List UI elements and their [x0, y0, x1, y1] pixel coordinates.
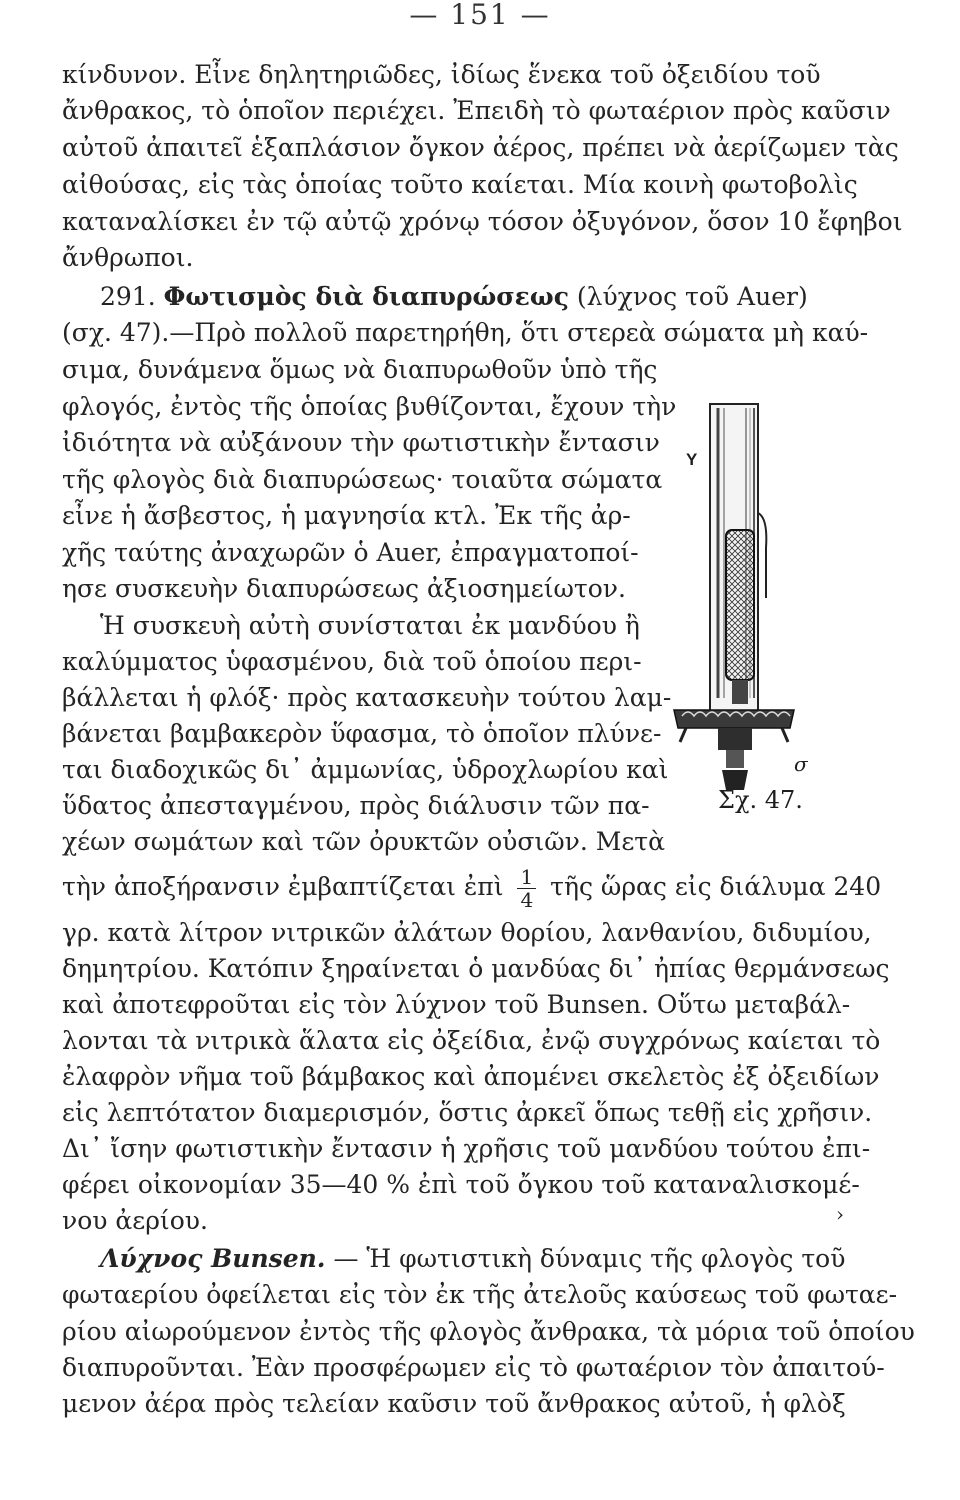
text-line: αἰθούσας, εἰς τὰς ὁποίας τοῦτο καίεται. Μία κοινὴ φωτοβολὶς: [62, 170, 858, 199]
text-line: — Ἡ φωτιστικὴ δύναμις τῆς φλογὸς τοῦ: [333, 1244, 846, 1273]
text-line: νου ἀερίου.: [62, 1206, 208, 1235]
text-line: φωταερίου ὀφείλεται εἰς τὸν ἐκ τῆς ἀτελοῦς καύσεως τοῦ φωταε-: [62, 1280, 898, 1309]
text-line: λονται τὰ νιτρικὰ ἅλατα εἰς ὀξείδια, ἐνῷ συγχρόνως καίεται τὸ: [62, 1026, 881, 1055]
text-line: μενον ἀέρα πρὸς τελείαν καῦσιν τοῦ ἄνθρακος αὐτοῦ, ἡ φλὸξ: [62, 1389, 846, 1418]
support-rod: [758, 513, 766, 598]
text-line: ἐλαφρὸν νῆμα τοῦ βάμβακος καὶ ἀπομένει σκελετὸς ἐξ ὀξειδίων: [62, 1062, 880, 1091]
text-line: σιμα, δυνάμενα ὅμως νὰ διαπυρωθοῦν ὑπὸ τῆς: [62, 355, 658, 384]
section-heading: [100, 282, 808, 312]
text-line: χέων σωμάτων καὶ τῶν ὀρυκτῶν οὐσιῶν. Μετὰ: [62, 827, 665, 856]
text-line: δημητρίου. Κατόπιν ξηραίνεται ὁ μανδύας δι᾽ ἠπίας θερμάνσεως: [62, 954, 890, 983]
fraction-line-after: τῆς ὥρας εἰς διάλυμα 240: [550, 872, 882, 901]
text-line: φλογός, ἐντὸς τῆς ὁποίας βυθίζονται, ἔχουν τὴν: [62, 392, 677, 421]
text-line: διαπυροῦνται. Ἐὰν προσφέρωμεν εἰς τὸ φωταέριον τὸν ἀπαιτού-: [62, 1353, 885, 1382]
section-subtitle: (λύχνος τοῦ Auer): [576, 282, 808, 311]
section-number: 291.: [100, 282, 156, 311]
text-line: ησε συσκευὴν διαπυρώσεως ἀξιοσημείωτον.: [62, 574, 626, 603]
text-line: (σχ. 47).—Πρὸ πολλοῦ παρετηρήθη, ὅτι στερεὰ σώματα μὴ καύ-: [62, 318, 869, 347]
text-line: ὕδατος ἀπεσταγμένου, πρὸς διάλυσιν τῶν πα-: [62, 791, 650, 820]
text-line: ρίου αἰωρούμενον ἐντὸς τῆς φλογὸς ἄνθρακα, τὰ μόρια τοῦ ὁποίου: [62, 1317, 915, 1346]
text-line: ἄνθρωποι.: [62, 243, 194, 272]
text-line: κίνδυνον. Εἶνε δηλητηριῶδες, ἰδίως ἕνεκα τοῦ ὀξειδίου τοῦ: [62, 60, 821, 89]
text-line: καταναλίσκει ἐν τῷ αὐτῷ χρόνῳ τόσον ὀξυγόνον, ὅσον 10 ἔφηβοι: [62, 207, 903, 236]
text-line: καλύμματος ὑφασμένου, διὰ τοῦ ὁποίου περι-: [62, 647, 642, 676]
text-line: γρ. κατὰ λίτρον νιτρικῶν ἀλάτων θορίου, λανθανίου, διδυμίου,: [62, 918, 872, 947]
text-line: βάλλεται ἡ φλόξ· πρὸς κατασκευὴν τούτου λαμ-: [62, 683, 672, 712]
text-line: χῆς ταύτης ἀναχωρῶν ὁ Auer, ἐπραγματοποί-: [62, 538, 639, 567]
section-title: Φωτισμὸς διὰ διαπυρώσεως: [163, 282, 569, 311]
figure-label-sigma: σ: [794, 752, 808, 776]
burner-body: [718, 728, 752, 750]
text-line: καὶ ἀποτεφροῦται εἰς τὸν λύχνον τοῦ Bunsen. Οὕτω μεταβάλ-: [62, 990, 851, 1019]
text-line: Δι᾽ ἴσην φωτιστικὴν ἔντασιν ἡ χρῆσις τοῦ μανδύου τούτου ἐπι-: [62, 1134, 871, 1163]
bunsen-paragraph-start: [100, 1244, 845, 1274]
text-line: εἶνε ἡ ἄσβεστος, ἡ μαγνησία κτλ. Ἐκ τῆς ἀρ-: [62, 501, 631, 530]
margin-mark: ›: [836, 1202, 844, 1226]
text-line: ται διαδοχικῶς δι᾽ ἀμμωνίας, ὑδροχλωρίου καὶ: [62, 755, 669, 784]
text-line: βάνεται βαμβακερὸν ὕφασμα, τὸ ὁποῖον πλύνε-: [62, 719, 662, 748]
bunsen-title: Λύχνος Bunsen.: [100, 1244, 326, 1273]
figure-caption: Σχ. 47.: [718, 786, 803, 814]
text-line: εἰς λεπτότατον διαμερισμόν, ὅστις ἀρκεῖ ὅπως τεθῇ εἰς χρῆσιν.: [62, 1098, 873, 1127]
fraction-line: [62, 866, 881, 911]
text-line: αὐτοῦ ἀπαιτεῖ ἑξαπλάσιον ὄγκον ἀέρος, πρέπει νὰ ἀερίζωμεν τὰς: [62, 133, 899, 162]
burner-tube: [732, 680, 748, 704]
text-line: φέρει οἰκονομίαν 35—40 % ἐπὶ τοῦ ὄγκου τοῦ καταναλισκομέ-: [62, 1170, 860, 1199]
fraction-numerator: 1: [517, 866, 536, 889]
text-line: Ἡ συσκευὴ αὐτὴ συνίσταται ἐκ μανδύου ἢ: [100, 611, 640, 640]
text-line: τῆς φλογὸς διὰ διαπυρώσεως· τοιαῦτα σώματα: [62, 465, 663, 494]
text-line: ἰδιότητα νὰ αὐξάνουν τὴν φωτιστικὴν ἔντασιν: [62, 428, 660, 457]
figure-label-y: Υ: [686, 450, 698, 469]
text-line: ἄνθρακος, τὸ ὁποῖον περιέχει. Ἐπειδὴ τὸ φωταέριον πρὸς καῦσιν: [62, 96, 891, 125]
fraction-denominator: 4: [520, 888, 534, 912]
page-number: — 151 —: [409, 0, 551, 31]
fraction-line-before: τὴν ἀποξήρανσιν ἐμβαπτίζεται ἐπὶ: [62, 872, 504, 901]
fraction-one-quarter: [517, 866, 536, 911]
incandescent-mantle: [726, 530, 754, 680]
